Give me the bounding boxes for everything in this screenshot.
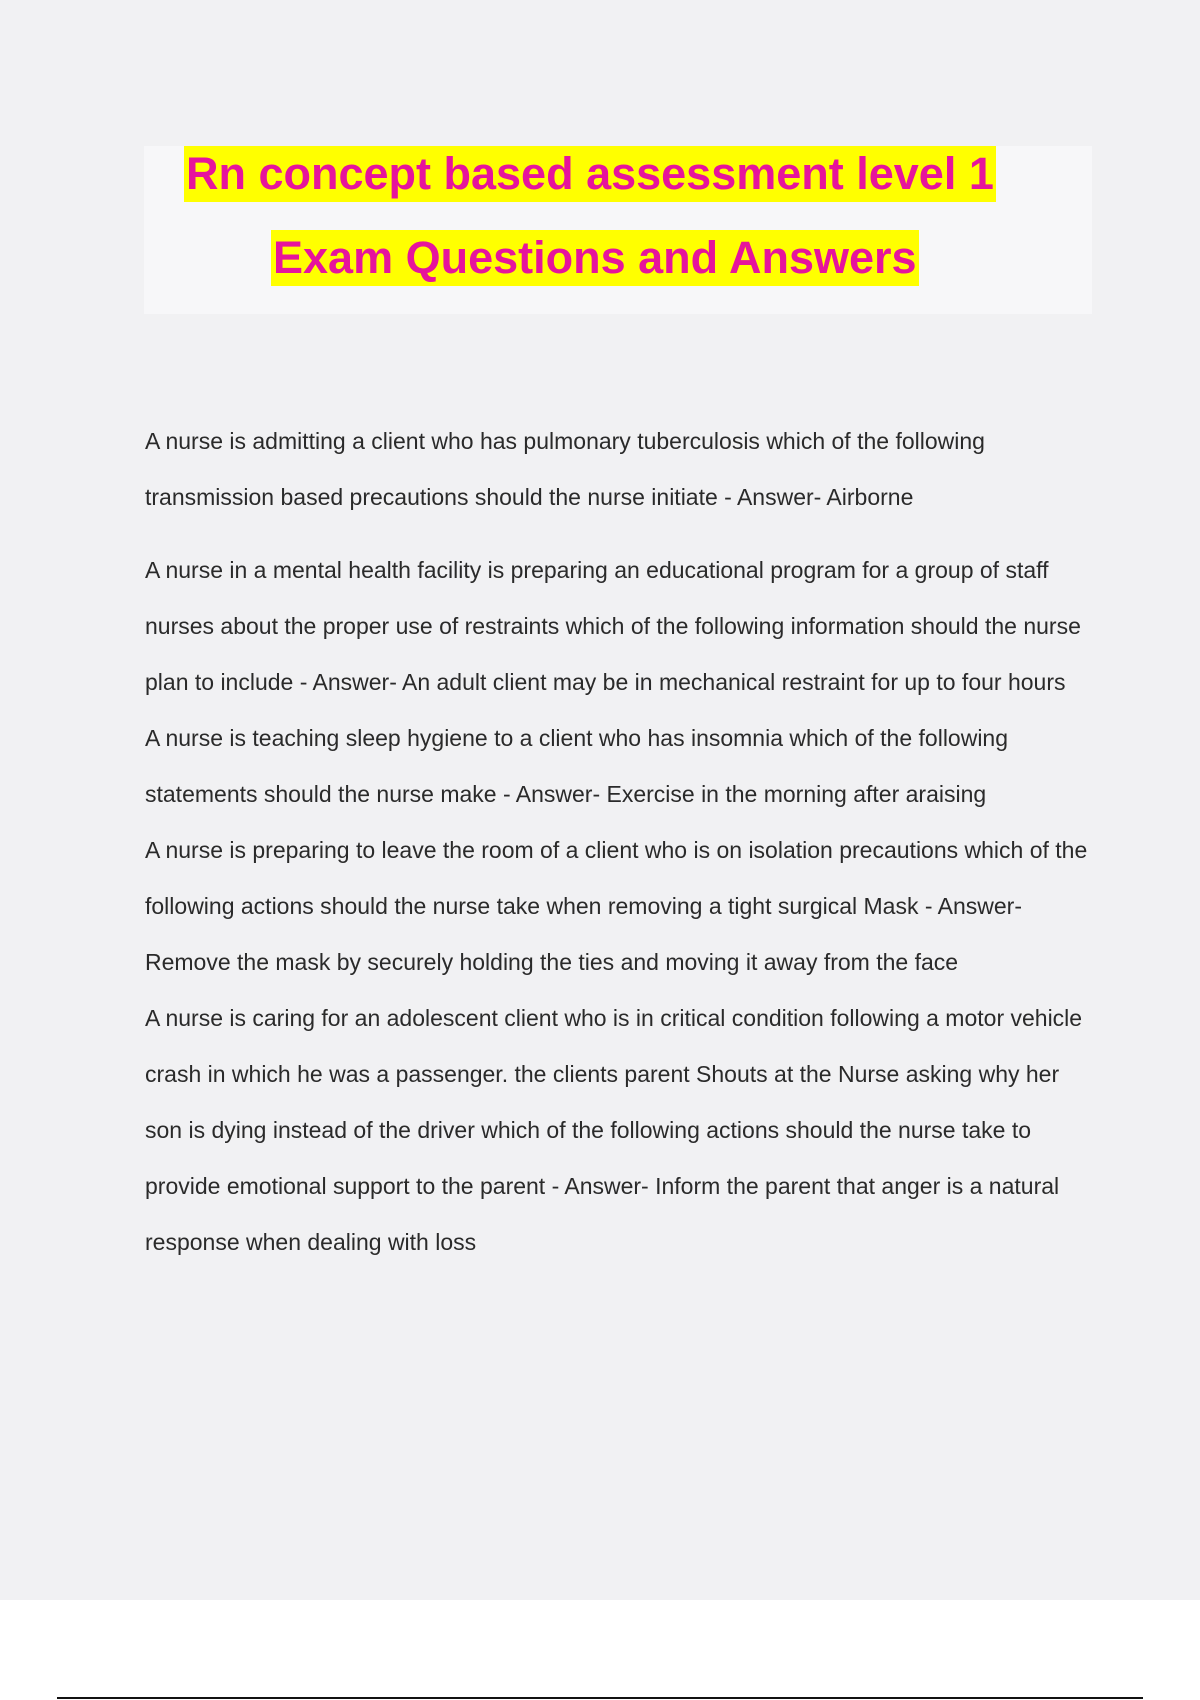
qa-item-5: A nurse is caring for an adolescent client who is in critical condition following a motor vehicle crash in which he was a passenger. the clients parent Shouts at the Nurse asking why her son is dying instead of the driver which of the following actions should the nurse take to provide emotional support to the parent - Answer- Inform the parent that anger is a natural response when dealing with loss <box>145 1005 1083 1255</box>
qa-item-4: A nurse is preparing to leave the room of a client who is on isolation precautions which of the following actions should the nurse take when removing a tight surgical Mask - Answer- Remove the mask by securely holding the ties and moving it away from the face <box>145 837 1088 975</box>
qa-item-3: A nurse is teaching sleep hygiene to a client who has insomnia which of the following statements should the nurse make - Answer- Exercise in the morning after araising <box>145 725 1009 807</box>
qa-item-1: A nurse is admitting a client who has pulmonary tuberculosis which of the following transmission based precautions should the nurse initiate - Answer- Airborne <box>145 428 985 510</box>
document-title-line-2: Exam Questions and Answers <box>271 230 919 286</box>
question-answer-list <box>145 413 1095 1270</box>
qa-item-2: A nurse in a mental health facility is preparing an educational program for a group of staff nurses about the proper use of restraints which of the following information should the nurse plan to include - Answer- An adult client may be in mechanical restraint for up to four hours <box>145 557 1081 695</box>
title-block <box>144 146 1092 314</box>
document-title-line-1: Rn concept based assessment level 1 <box>184 146 996 202</box>
footer-divider <box>57 1697 1143 1699</box>
